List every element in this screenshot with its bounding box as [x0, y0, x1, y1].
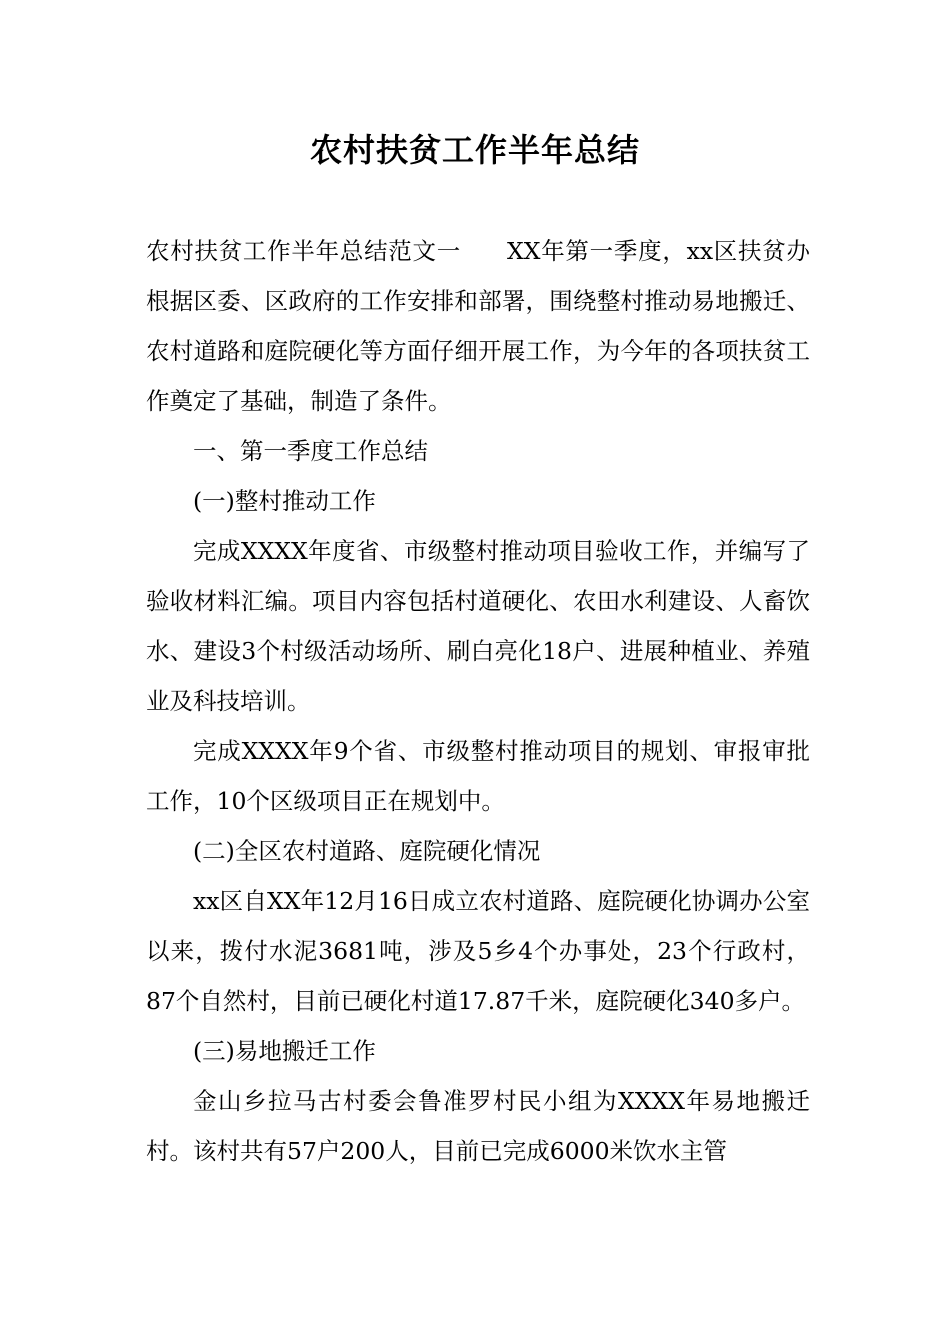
section-1-heading: 一、第一季度工作总结 — [193, 437, 428, 465]
subsection-1-paragraph-2: 完成XXXX年9个省、市级整村推动项目的规划、审报审批工作，10个区级项目正在规划中。 — [146, 737, 810, 815]
document-title: 农村扶贫工作半年总结 — [309, 131, 640, 169]
subsection-2-heading: (二)全区农村道路、庭院硬化情况 — [193, 837, 541, 865]
intro-paragraph — [146, 226, 810, 426]
subsection-2-paragraph-1: xx区自XX年12月16日成立农村道路、庭院硬化协调办公室以来，拨付水泥3681吨，涉及5乡4个办事处，23个行政村，87个自然村，目前已硬化村道17.87千米，庭院硬化340多户。 — [146, 887, 810, 1015]
intro-heading: 农村扶贫工作半年总结范文一 — [146, 237, 461, 265]
intro-text: XX年第一季度，xx区扶贫办根据区委、区政府的工作安排和部署，围绕整村推动易地搬迁、农村道路和庭院硬化等方面仔细开展工作，为今年的各项扶贫工作奠定了基础，制造了条件。 — [146, 237, 811, 415]
subsection-3-heading: (三)易地搬迁工作 — [193, 1037, 376, 1065]
subsection-1-paragraph-1: 完成XXXX年度省、市级整村推动项目验收工作，并编写了验收材料汇编。项目内容包括村道硬化、农田水利建设、人畜饮水、建设3个村级活动场所、刷白亮化18户、进展种植业、养殖业及科技培训。 — [146, 537, 810, 715]
document-body — [146, 226, 810, 1176]
subsection-1-heading: (一)整村推动工作 — [193, 487, 376, 515]
subsection-3-paragraph-1: 金山乡拉马古村委会鲁准罗村民小组为XXXX年易地搬迁村。该村共有57户200人，目前已完成6000米饮水主管 — [146, 1087, 810, 1165]
